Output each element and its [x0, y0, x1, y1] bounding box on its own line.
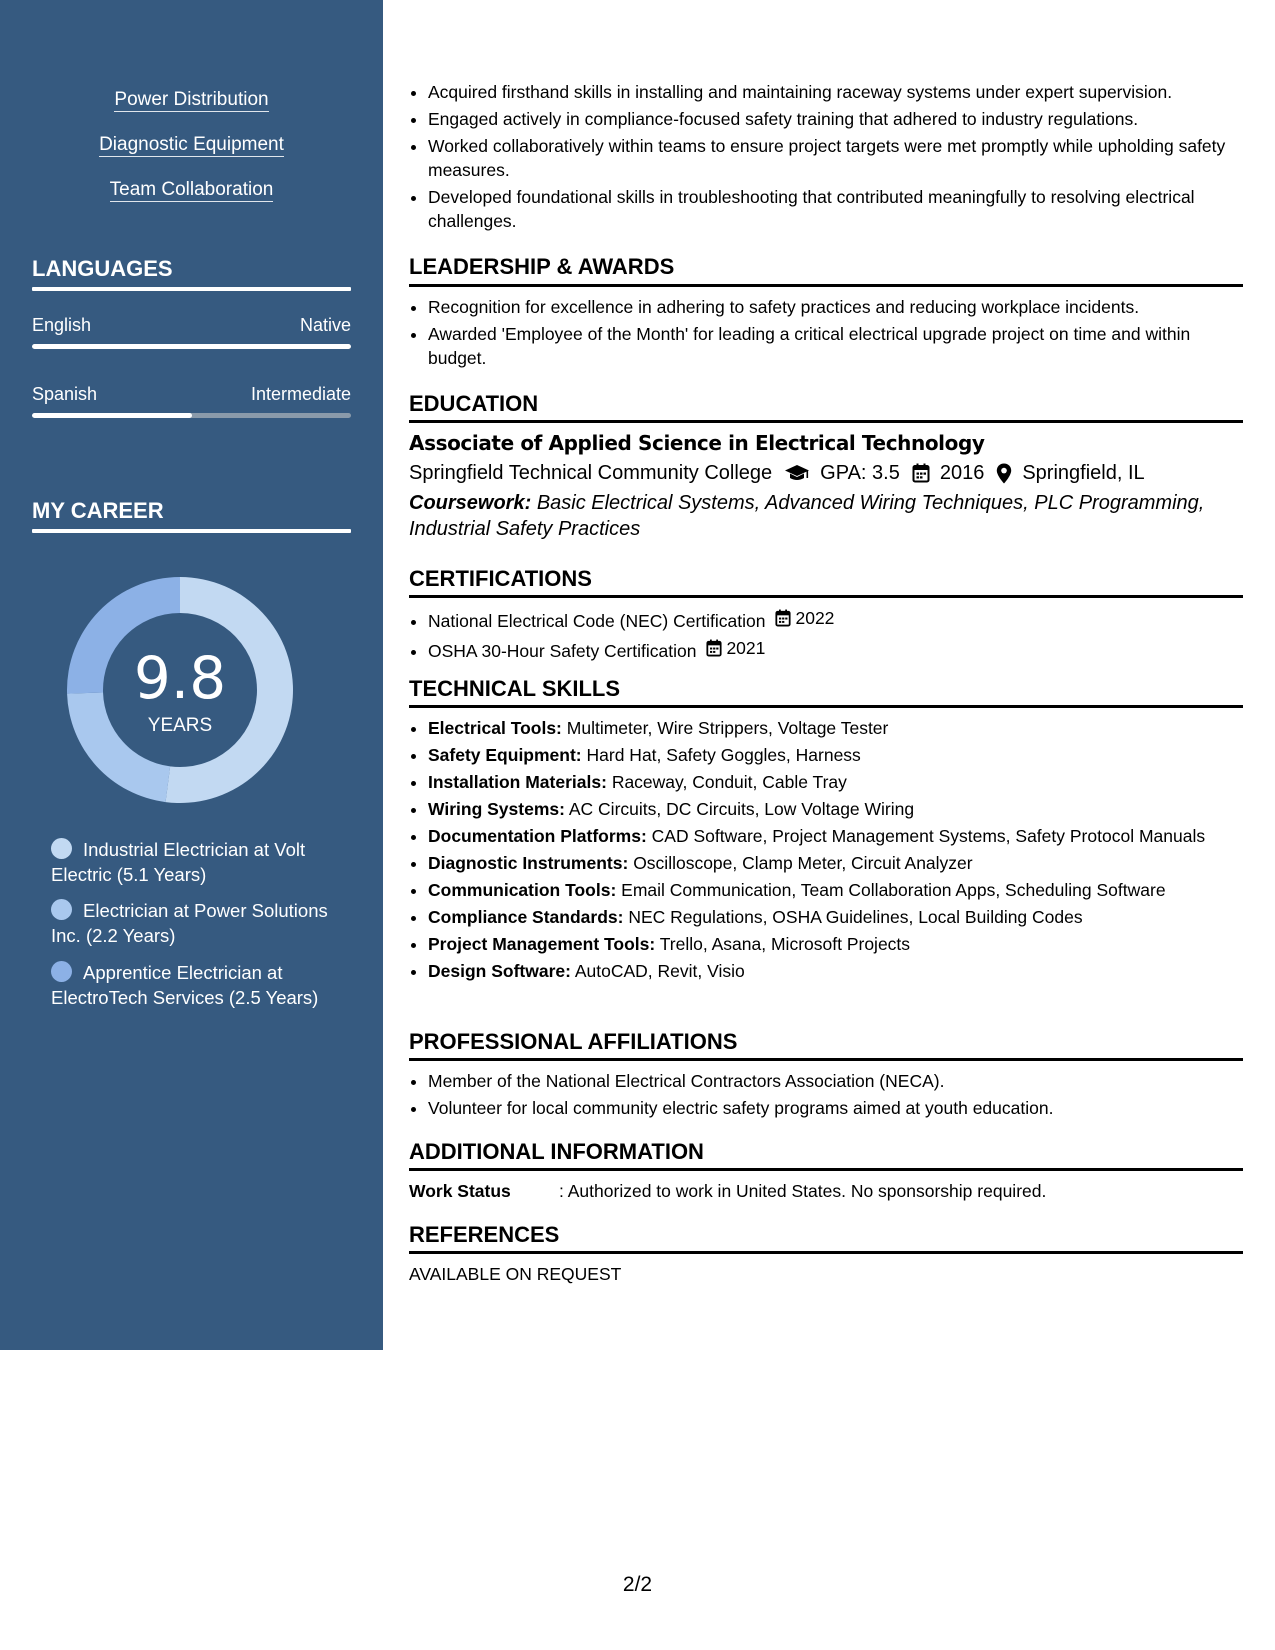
language-row	[32, 314, 351, 336]
skill-label: Wiring Systems:	[428, 799, 565, 819]
language-bar	[32, 344, 351, 349]
award-item: • Recognition for excellence in adhering to safety practices and reducing workplace incidents.	[428, 295, 1243, 319]
skill-item	[428, 716, 1243, 740]
references-text: AVAILABLE ON REQUEST	[409, 1264, 622, 1284]
skill-label: Installation Materials:	[428, 772, 607, 792]
career-heading: MY CAREER	[32, 498, 164, 523]
skill-label: Design Software:	[428, 961, 571, 981]
skill-item	[428, 932, 1243, 956]
skill-item: Power Distribution	[114, 89, 269, 110]
skill-label: Compliance Standards:	[428, 907, 624, 927]
skill-label: Safety Equipment:	[428, 745, 582, 765]
experience-bullets	[409, 80, 1243, 236]
skill-label: Project Management Tools:	[428, 934, 656, 954]
skill-label: Communication Tools:	[428, 880, 617, 900]
skill-value: AutoCAD, Revit, Visio	[574, 961, 745, 981]
heading-rule	[32, 287, 351, 291]
certifications-heading: CERTIFICATIONS	[409, 566, 592, 591]
experience-bullet: • Developed foundational skills in troubleshooting that contributed meaningfully to resolving electrical challenges.	[428, 185, 1243, 233]
graduation-year: 2016	[939, 462, 985, 484]
additional-info-heading: ADDITIONAL INFORMATION	[409, 1139, 704, 1164]
skill-item	[428, 959, 1243, 983]
language-level: Intermediate	[250, 384, 351, 404]
skill-item	[428, 824, 1243, 848]
affiliations-list	[409, 1069, 1243, 1123]
skill-value: AC Circuits, DC Circuits, Low Voltage Wiring	[568, 799, 915, 819]
leadership-heading: LEADERSHIP & AWARDS	[409, 254, 675, 279]
coursework	[409, 490, 1243, 542]
section-rule	[409, 284, 1243, 287]
skill-item	[428, 743, 1243, 767]
section-rule	[409, 420, 1243, 423]
career-total: 9.8	[133, 644, 227, 712]
skill-item	[428, 770, 1243, 794]
education-heading: EDUCATION	[409, 391, 539, 416]
certification-item: • National Electrical Code (NEC) Certification 2022	[428, 606, 1243, 633]
coursework-label: Coursework:	[409, 492, 532, 514]
language-name: English	[32, 315, 92, 335]
certifications-list	[409, 606, 1243, 666]
skill-value: Hard Hat, Safety Goggles, Harness	[586, 745, 861, 765]
skill-value: NEC Regulations, OSHA Guidelines, Local Building Codes	[628, 907, 1083, 927]
skill-value: Raceway, Conduit, Cable Tray	[611, 772, 847, 792]
skill-label: Diagnostic Instruments:	[428, 853, 629, 873]
career-item: Apprentice Electrician at ElectroTech Services (2.5 Years)	[51, 962, 319, 1008]
language-row	[32, 383, 351, 405]
section-rule	[409, 1251, 1243, 1254]
legend-dot	[51, 899, 72, 920]
skill-value: Trello, Asana, Microsoft Projects	[659, 934, 911, 954]
certification-item: • OSHA 30-Hour Safety Certification 2021	[428, 636, 1243, 663]
experience-bullet: • Worked collaboratively within teams to ensure project targets were met promptly while upholding safety measures.	[428, 134, 1243, 182]
career-unit: YEARS	[147, 715, 213, 736]
references-heading: REFERENCES	[409, 1222, 560, 1247]
calendar-icon	[912, 463, 930, 483]
language-bar-fill	[32, 344, 351, 349]
career-donut-chart	[64, 574, 296, 806]
section-rule	[409, 1168, 1243, 1171]
technical-skills-list	[409, 716, 1243, 986]
skill-item	[428, 797, 1243, 821]
skill-item	[428, 878, 1243, 902]
leadership-list	[409, 295, 1243, 373]
skill-item: Team Collaboration	[109, 179, 274, 200]
career-item: Industrial Electrician at Volt Electric (5.1 Years)	[51, 839, 306, 885]
language-bar-fill	[32, 413, 192, 418]
award-item: • Awarded 'Employee of the Month' for leading a critical electrical upgrade project on time and within budget.	[428, 322, 1243, 370]
skill-value: CAD Software, Project Management Systems, Safety Protocol Manuals	[651, 826, 1206, 846]
affiliation-item: • Volunteer for local community electric safety programs aimed at youth education.	[428, 1096, 1243, 1120]
language-name: Spanish	[32, 384, 98, 404]
degree-title: Associate of Applied Science in Electrical Technology	[409, 431, 985, 455]
skill-label: Electrical Tools:	[428, 718, 562, 738]
skill-value: Oscilloscope, Clamp Meter, Circuit Analyzer	[633, 853, 973, 873]
heading-rule	[32, 529, 351, 533]
calendar-icon	[706, 639, 722, 657]
section-rule	[409, 595, 1243, 598]
skill-value: Email Communication, Team Collaboration Apps, Scheduling Software	[621, 880, 1166, 900]
work-status-value: : Authorized to work in United States. No sponsorship required.	[559, 1181, 1047, 1201]
experience-bullet: • Engaged actively in compliance-focused safety training that adhered to industry regulations.	[428, 107, 1243, 131]
languages-heading: LANGUAGES	[32, 256, 173, 281]
map-pin-icon	[996, 463, 1012, 484]
language-level: Native	[299, 315, 351, 335]
career-item: Electrician at Power Solutions Inc. (2.2 Years)	[51, 900, 328, 946]
calendar-icon	[775, 609, 791, 627]
skill-item: Diagnostic Equipment	[99, 134, 284, 155]
education-details	[409, 460, 1145, 486]
legend-dot	[51, 961, 72, 982]
page-number: 2/2	[622, 1573, 653, 1596]
experience-bullet: • Acquired firsthand skills in installing and maintaining raceway systems under expert supervision.	[428, 80, 1243, 104]
legend-dot	[51, 838, 72, 859]
school-location: Springfield, IL	[1022, 462, 1145, 484]
sidebar	[0, 0, 383, 1350]
language-bar	[32, 413, 351, 418]
skill-item	[428, 851, 1243, 875]
technical-skills-heading: TECHNICAL SKILLS	[409, 676, 621, 701]
coursework-list: Basic Electrical Systems, Advanced Wiring Techniques, PLC Programming, Industrial Safety Practices	[409, 492, 1205, 540]
skill-value: Multimeter, Wire Strippers, Voltage Tester	[566, 718, 889, 738]
affiliation-item: • Member of the National Electrical Contractors Association (NECA).	[428, 1069, 1243, 1093]
work-status-label: Work Status	[409, 1181, 511, 1201]
section-rule	[409, 1058, 1243, 1061]
skill-label: Documentation Platforms:	[428, 826, 647, 846]
affiliations-heading: PROFESSIONAL AFFILIATIONS	[409, 1029, 738, 1054]
skill-item	[428, 905, 1243, 929]
school-name: Springfield Technical Community College	[409, 462, 773, 484]
gpa: GPA: 3.5	[820, 462, 900, 484]
section-rule	[409, 705, 1243, 708]
graduation-cap-icon	[784, 463, 810, 483]
